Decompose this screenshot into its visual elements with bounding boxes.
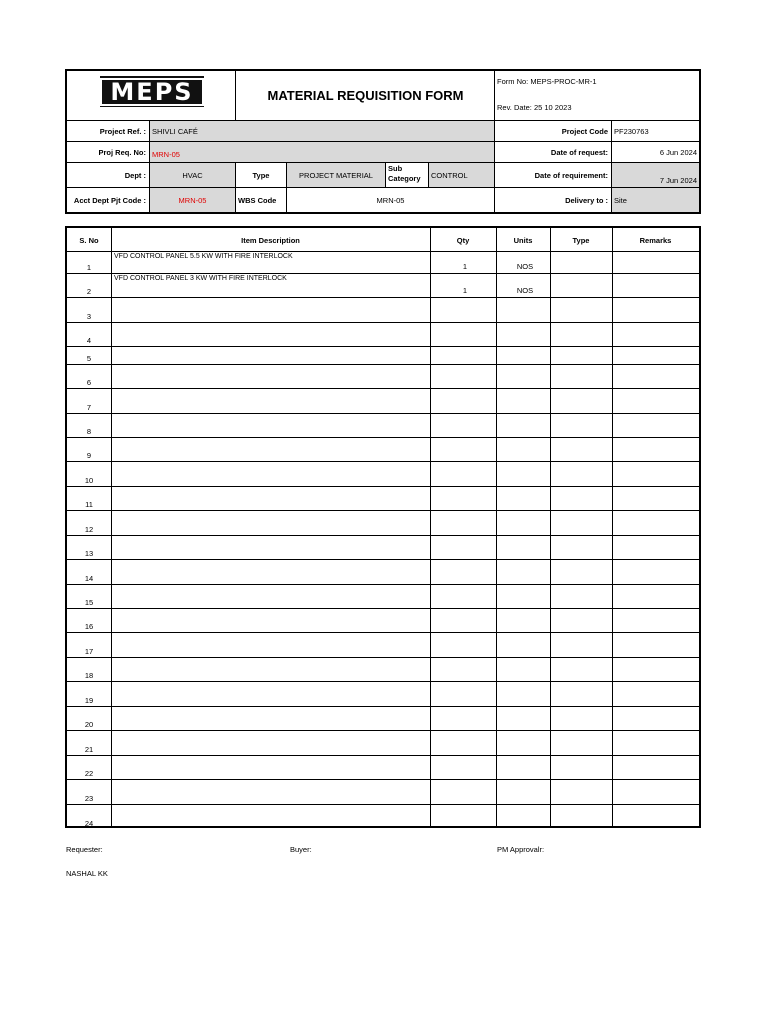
requester-label: Requester: xyxy=(66,845,103,854)
table-row xyxy=(67,323,699,347)
proj-req-label: Proj Req. No: xyxy=(67,142,150,163)
form-meta-cell xyxy=(495,71,699,121)
table-row xyxy=(67,462,699,487)
project-code-value: PF230763 xyxy=(612,121,699,142)
table-row xyxy=(67,707,699,731)
wbs-value: MRN-05 xyxy=(287,188,495,212)
table-row xyxy=(67,414,699,438)
row-sno: 21 xyxy=(84,745,94,754)
row-sno: 14 xyxy=(84,574,94,583)
table-row xyxy=(67,805,699,829)
row-sno: 6 xyxy=(86,378,92,387)
buyer-label: Buyer: xyxy=(290,845,312,854)
pm-approval-label: PM Approvalr: xyxy=(497,845,545,854)
sub-category-label: Sub Category xyxy=(386,163,429,188)
table-row xyxy=(67,658,699,682)
project-ref-label: Project Ref. : xyxy=(67,121,150,142)
row-sno: 11 xyxy=(85,500,93,509)
row-sno: 8 xyxy=(86,427,92,436)
items-table xyxy=(65,226,701,828)
delivery-value: Site xyxy=(612,188,699,212)
row-description: VFD CONTROL PANEL 3 KW WITH FIRE INTERLOCK xyxy=(114,275,287,282)
table-row xyxy=(67,536,699,560)
dept-value: HVAC xyxy=(150,163,236,188)
requester-name: NASHAL KK xyxy=(66,869,108,878)
row-sno: 4 xyxy=(86,336,92,345)
row-sno: 18 xyxy=(84,671,94,680)
form-title: MATERIAL REQUISITION FORM xyxy=(267,87,464,103)
row-sno: 22 xyxy=(84,769,94,778)
form-no: Form No: MEPS-PROC-MR-1 xyxy=(497,77,597,86)
row-sno: 24 xyxy=(84,819,94,828)
row-sno: 9 xyxy=(86,451,92,460)
table-row xyxy=(67,365,699,389)
header-qty: Qty xyxy=(456,235,470,245)
row-qty: 1 xyxy=(462,262,468,271)
table-row xyxy=(67,389,699,414)
table-row xyxy=(67,780,699,805)
acct-label: Acct Dept Pjt Code : xyxy=(67,188,150,212)
row-sno: 3 xyxy=(86,312,92,321)
row-sno: 7 xyxy=(86,403,92,412)
row-sno: 1 xyxy=(86,263,92,272)
type-value: PROJECT MATERIAL xyxy=(287,163,386,188)
dept-label: Dept : xyxy=(67,163,150,188)
sub-category-value: CONTROL xyxy=(429,163,495,188)
table-row xyxy=(67,274,699,298)
table-row xyxy=(67,633,699,658)
row-units: NOS xyxy=(516,286,534,295)
project-ref-value: SHIVLI CAFÉ xyxy=(150,121,495,142)
row-sno: 16 xyxy=(84,622,94,631)
date-request-label: Date of request: xyxy=(495,142,612,163)
table-row xyxy=(67,609,699,633)
header-description: Item Description xyxy=(241,235,300,245)
header-type: Type xyxy=(572,235,590,245)
row-qty: 1 xyxy=(462,286,468,295)
header-remarks: Remarks xyxy=(639,235,672,245)
row-sno: 20 xyxy=(84,720,94,729)
date-requirement-label: Date of requirement: xyxy=(495,163,612,188)
table-row xyxy=(67,585,699,609)
row-sno: 10 xyxy=(84,476,94,485)
row-sno: 17 xyxy=(84,647,94,656)
table-row xyxy=(67,252,699,274)
type-label: Type xyxy=(236,163,287,188)
wbs-label: WBS Code xyxy=(236,188,287,212)
row-sno: 19 xyxy=(84,696,94,705)
proj-req-value: MRN-05 xyxy=(150,142,495,163)
row-sno: 23 xyxy=(84,794,94,803)
date-requirement-value: 7 Jun 2024 xyxy=(612,163,699,188)
table-row xyxy=(67,511,699,536)
row-description: VFD CONTROL PANEL 5.5 KW WITH FIRE INTERLOCK xyxy=(114,253,293,260)
table-row xyxy=(67,731,699,756)
header-units: Units xyxy=(513,235,533,245)
rev-date: Rev. Date: 25 10 2023 xyxy=(497,103,572,112)
table-row xyxy=(67,682,699,707)
date-request-value: 6 Jun 2024 xyxy=(612,142,699,163)
row-sno: 12 xyxy=(84,525,94,534)
row-sno: 15 xyxy=(84,598,94,607)
table-row xyxy=(67,438,699,462)
table-row xyxy=(67,756,699,780)
table-row xyxy=(67,560,699,585)
table-row xyxy=(67,487,699,511)
table-row xyxy=(67,298,699,323)
row-sno: 13 xyxy=(84,549,94,558)
delivery-label: Delivery to : xyxy=(495,188,612,212)
row-sno: 5 xyxy=(86,354,92,363)
row-units: NOS xyxy=(516,262,534,271)
header-sno: S. No xyxy=(79,235,99,245)
meps-logo: MEPS xyxy=(100,76,204,107)
table-row xyxy=(67,347,699,365)
acct-value: MRN-05 xyxy=(150,188,236,212)
project-code-label: Project Code xyxy=(495,121,612,142)
row-sno: 2 xyxy=(86,287,92,296)
